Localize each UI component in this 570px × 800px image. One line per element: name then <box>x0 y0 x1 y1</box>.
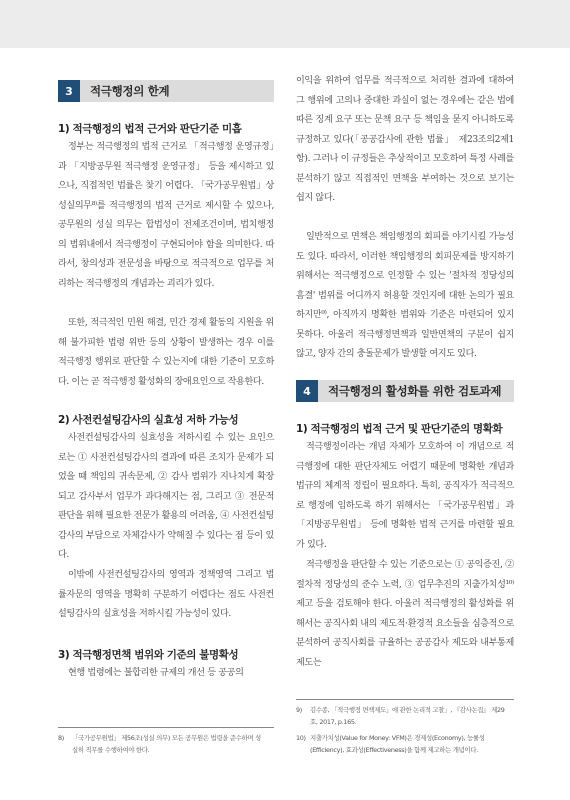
paragraph-legal-basis-2: 또한, 적극적인 민원 해결, 민간 경제 활동의 지원을 위해 불가피한 법령 위반 등의 상황이 발생하는 경우 이를 적극행정 행위로 판단할 수 있는지에 대한 기준이 모호하다. 이는 곧 적극행정 활성화의 장애요인으로 작용한다. <box>58 318 274 387</box>
footnote-8 <box>58 732 274 756</box>
sub-heading-clarification: 1) 적극행정의 법적 근거 및 판단기준의 명확화 <box>296 423 503 435</box>
page-top-band <box>0 0 570 48</box>
paragraph-legal-basis-1: 정부는 적극행정의 법적 근거로 「적극행정 운영규정」과 「지방공무원 적극행정 운영규정」 등을 제시하고 있으나, 직접적인 법률은 찾기 어렵다. 「국가공무원법」상 성실의무⁸⁾를 적극행정의 법적 근거로 제시할 수 있으나, 공무원의 성실 의무는 합법성이 전제조건이며, 법치행정의 범위내에서 적극행정이 구현되어야 함을 의미한다. 따라서, 창의성과 전문성을 바탕으로 적극적으로 업무를 처리하는 적극행정의 개념과는 괴리가 있다. <box>58 142 274 289</box>
section-4-header <box>296 380 514 402</box>
footnote-8-text-cont: 실히 직무를 수행하여야 한다. <box>72 746 150 754</box>
paragraph-exemption-scope-2: 일반적으로 면책은 책임행정의 회피를 야기시킬 가능성도 있다. 따라서, 이러한 책임행정의 회피문제를 방지하기 위해서는 적극행정으로 인정할 수 있는 '절차적 정당성의 흠결' 범위를 어디까지 허용할 것인지에 대한 논의가 필요하지만⁹⁾, 아직까지 명확한 범위와 기준은 마련되어 있지 못하다. 아울러 적극행정면책과 일반면책의 구분이 쉽지 않고, 양자 간의 충돌문제가 발생할 여지도 있다. <box>296 232 514 359</box>
paragraph-pre-consulting-audit-2: 이밖에 사전컨설팅감사의 영역과 정책영역 그리고 법률자문의 영역을 명확히 구분하기 어렵다는 점도 사전컨설팅감사의 실효성을 저하시킬 가능성이 있다. <box>58 570 274 619</box>
footnote-9-text-cont: 호, 2017, p.165. <box>310 718 357 726</box>
section-3-title: 적극행정의 한계 <box>80 80 274 102</box>
footnote-10-text-cont: (Efficiency), 효과성(Effectiveness)을 함께 제고하는 개념이다. <box>310 746 478 754</box>
sub-heading-legal-basis: 1) 적극행정의 법적 근거와 판단기준 미흡 <box>58 123 242 135</box>
section-3-number: 3 <box>58 80 80 102</box>
section-3-header <box>58 80 274 102</box>
footnote-divider-left <box>58 727 274 728</box>
footnote-8-number: 8) <box>58 734 64 742</box>
paragraph-pre-consulting-audit-1: 사전컨설팅감사의 실효성을 저하시킬 수 있는 요인으로는 ① 사전컨설팅감사의 결과에 따른 조치가 문제가 되었을 때 책임의 귀속문제, ② 감사 범위가 지나치게 확장되고 감사부서 업무가 과다해지는 점, 그리고 ③ 전문적 판단을 위해 필요한 전문가 활용의 어려움, ④ 사전컨설팅감사의 부담으로 자체감사가 약해질 수 있다는 점 등이 있다. <box>58 433 274 560</box>
paragraph-clarification-2: 적극행정을 판단할 수 있는 기준으로는 ① 공익증진, ② 절차적 정당성의 준수 노력, ③ 업무추진의 지출가치성¹⁰⁾ 제고 등을 검토해야 한다. 아울러 적극행정의 활성화를 위해서는 공직사회 내의 제도적·환경적 요소들을 심층적으로 분석하여 공직사회를 규율하는 공공감사 제도와 내부통제 제도는 <box>296 560 514 668</box>
footnote-10-text: 지출가치성(Value for Money: VFM)은 경제성(Economy), 능률성 <box>310 734 485 742</box>
footnote-9 <box>296 704 514 728</box>
paragraph-exemption-scope-1: 현행 법령에는 불합리한 규제의 개선 등 공공의 <box>68 668 244 678</box>
section-4-number: 4 <box>296 380 318 402</box>
footnote-9-number: 9) <box>296 706 302 714</box>
footnote-10 <box>296 732 514 756</box>
footnote-8-text: 「국가공무원법」 제56조(성실 의무) 모든 공무원은 법령을 준수하며 성 <box>72 734 261 742</box>
paragraph-exemption-scope-cont: 이익을 위하여 업무를 적극적으로 처리한 결과에 대하여 그 행위에 고의나 중대한 과실이 없는 경우에는 같은 법에 따른 징계 요구 또는 문책 요구 등 책임을 묻지 아니하도록 규정하고 있다(「공공감사에 관한 법률」 제23조의2제1항). 그러나 이 규정들은 추상적이고 모호하여 특정 사례를 분석하기 않고 직접적인 면책을 부여하는 것으로 보기는 쉽지 않다. <box>296 76 514 203</box>
footnote-9-text: 김수종, 「적극행정 면책제도」에 관한 논리적 고찰」, 『감사논집』 제29 <box>310 706 505 714</box>
section-4-title: 적극행정의 활성화를 위한 검토과제 <box>318 380 514 402</box>
sub-heading-exemption-scope: 3) 적극행정면책 범위와 기준의 불명확성 <box>58 649 239 661</box>
footnote-10-number: 10) <box>296 734 306 742</box>
sub-heading-pre-consulting-audit: 2) 사전컨설팅감사의 실효성 저하 가능성 <box>58 414 239 426</box>
footnote-divider-right <box>296 699 514 700</box>
paragraph-clarification-1: 적극행정이라는 개념 자체가 모호하여 이 개념으로 적극행정에 대한 판단자체도 어렵기 때문에 명확한 개념과 법규의 체계적 정립이 필요하다. 특히, 공직자가 적극적으로 행정에 임하도록 하기 위해서는 「국가공무원법」과 「지방공무원법」 등에 명확한 법적 근거를 마련할 필요가 있다. <box>296 442 514 550</box>
